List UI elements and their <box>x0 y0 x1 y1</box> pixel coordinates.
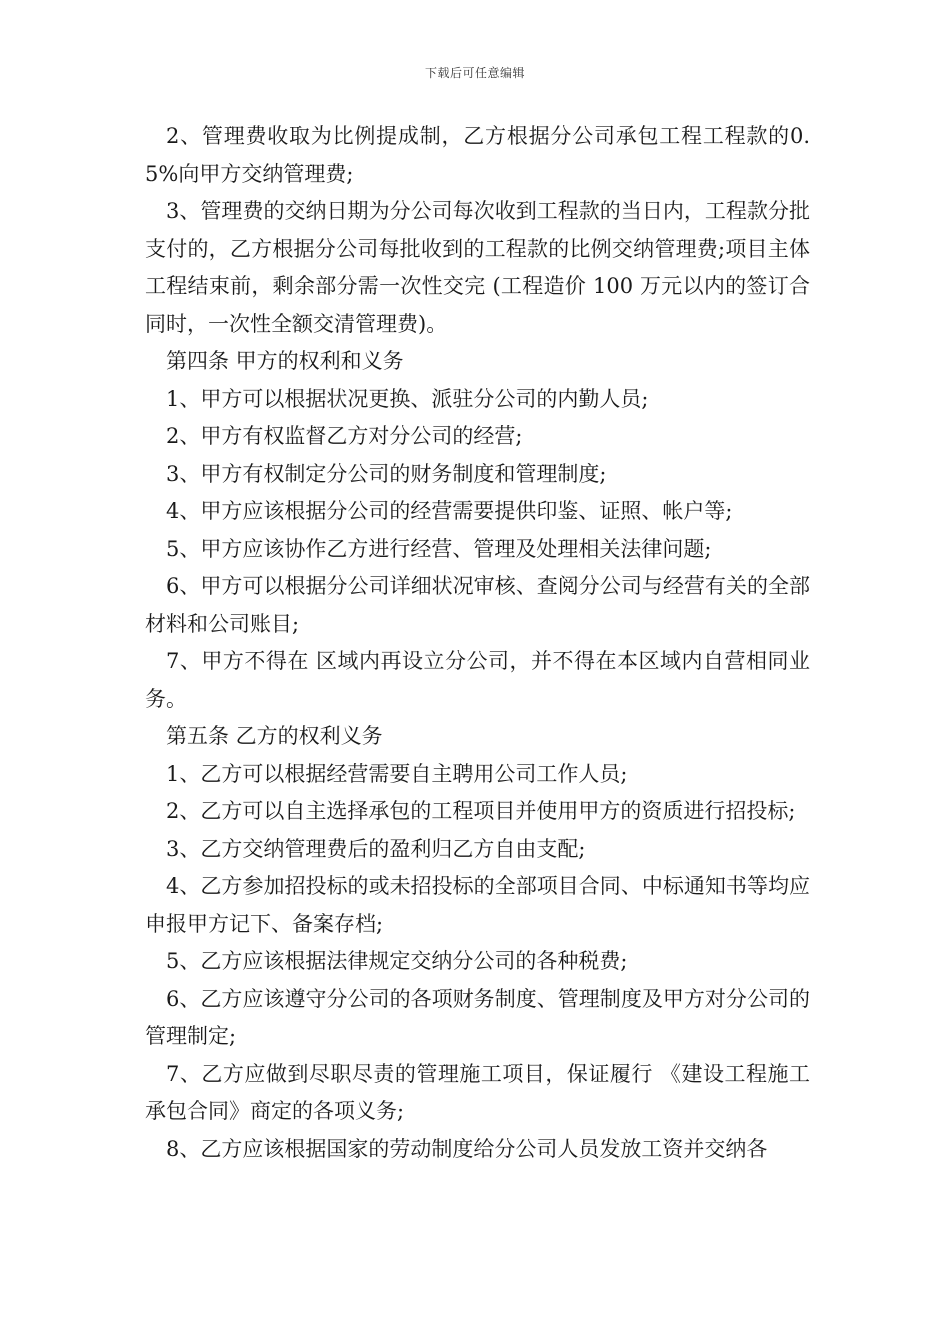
clause-paragraph: 6、乙方应该遵守分公司的各项财务制度、管理制度及甲方对分公司的管理制定; <box>145 986 810 1048</box>
clause-paragraph: 3、乙方交纳管理费后的盈利归乙方自由支配; <box>166 836 586 861</box>
section-heading: 第五条 乙方的权利义务 <box>166 724 383 748</box>
clause-paragraph: 2、甲方有权监督乙方对分公司的经营; <box>166 424 523 448</box>
clause-paragraph: 2、乙方可以自主选择承包的工程项目并使用甲方的资质进行招投标; <box>166 799 796 823</box>
clause-paragraph: 8、乙方应该根据国家的劳动制度给分公司人员发放工资并交纳各 <box>166 1136 768 1161</box>
clause-paragraph: 5、乙方应该根据法律规定交纳分公司的各种税费; <box>166 949 628 973</box>
section-heading: 第四条 甲方的权利和义务 <box>166 349 404 373</box>
clause-paragraph: 6、甲方可以根据分公司详细状况审核、查阅分公司与经营有关的全部材料和公司账目; <box>145 574 810 636</box>
clause-paragraph: 4、甲方应该根据分公司的经营需要提供印鉴、证照、帐户等; <box>166 499 733 523</box>
clause-paragraph: 5、甲方应该协作乙方进行经营、管理及处理相关法律问题; <box>166 536 712 561</box>
clause-paragraph: 3、甲方有权制定分公司的财务制度和管理制度; <box>166 461 607 486</box>
document-body <box>145 118 810 1168</box>
clause-paragraph: 7、乙方应做到尽职尽责的管理施工项目，保证履行 《建设工程施工承包合同》商定的各项义务; <box>145 1061 810 1123</box>
clause-paragraph: 4、乙方参加招投标的或未招投标的全部项目合同、中标通知书等均应申报甲方记下、备案存档; <box>145 874 810 936</box>
clause-paragraph: 7、甲方不得在 区域内再设立分公司，并不得在本区域内自营相同业务。 <box>145 649 810 711</box>
clause-paragraph: 2、管理费收取为比例提成制，乙方根据分公司承包工程工程款的0.5%向甲方交纳管理费; <box>145 124 810 186</box>
page-header: 下载后可任意编辑 <box>424 66 525 80</box>
clause-paragraph: 1、甲方可以根据状况更换、派驻分公司的内勤人员; <box>166 386 649 411</box>
clause-paragraph: 1、乙方可以根据经营需要自主聘用公司工作人员; <box>166 761 628 786</box>
clause-paragraph: 3、管理费的交纳日期为分公司每次收到工程款的当日内，工程款分批支付的，乙方根据分公司每批收到的工程款的比例交纳管理费;项目主体工程结束前，剩余部分需一次性交完 (工程造价 100 万元以内的签订合同时，一次性全额交清管理费)。 <box>145 199 810 336</box>
